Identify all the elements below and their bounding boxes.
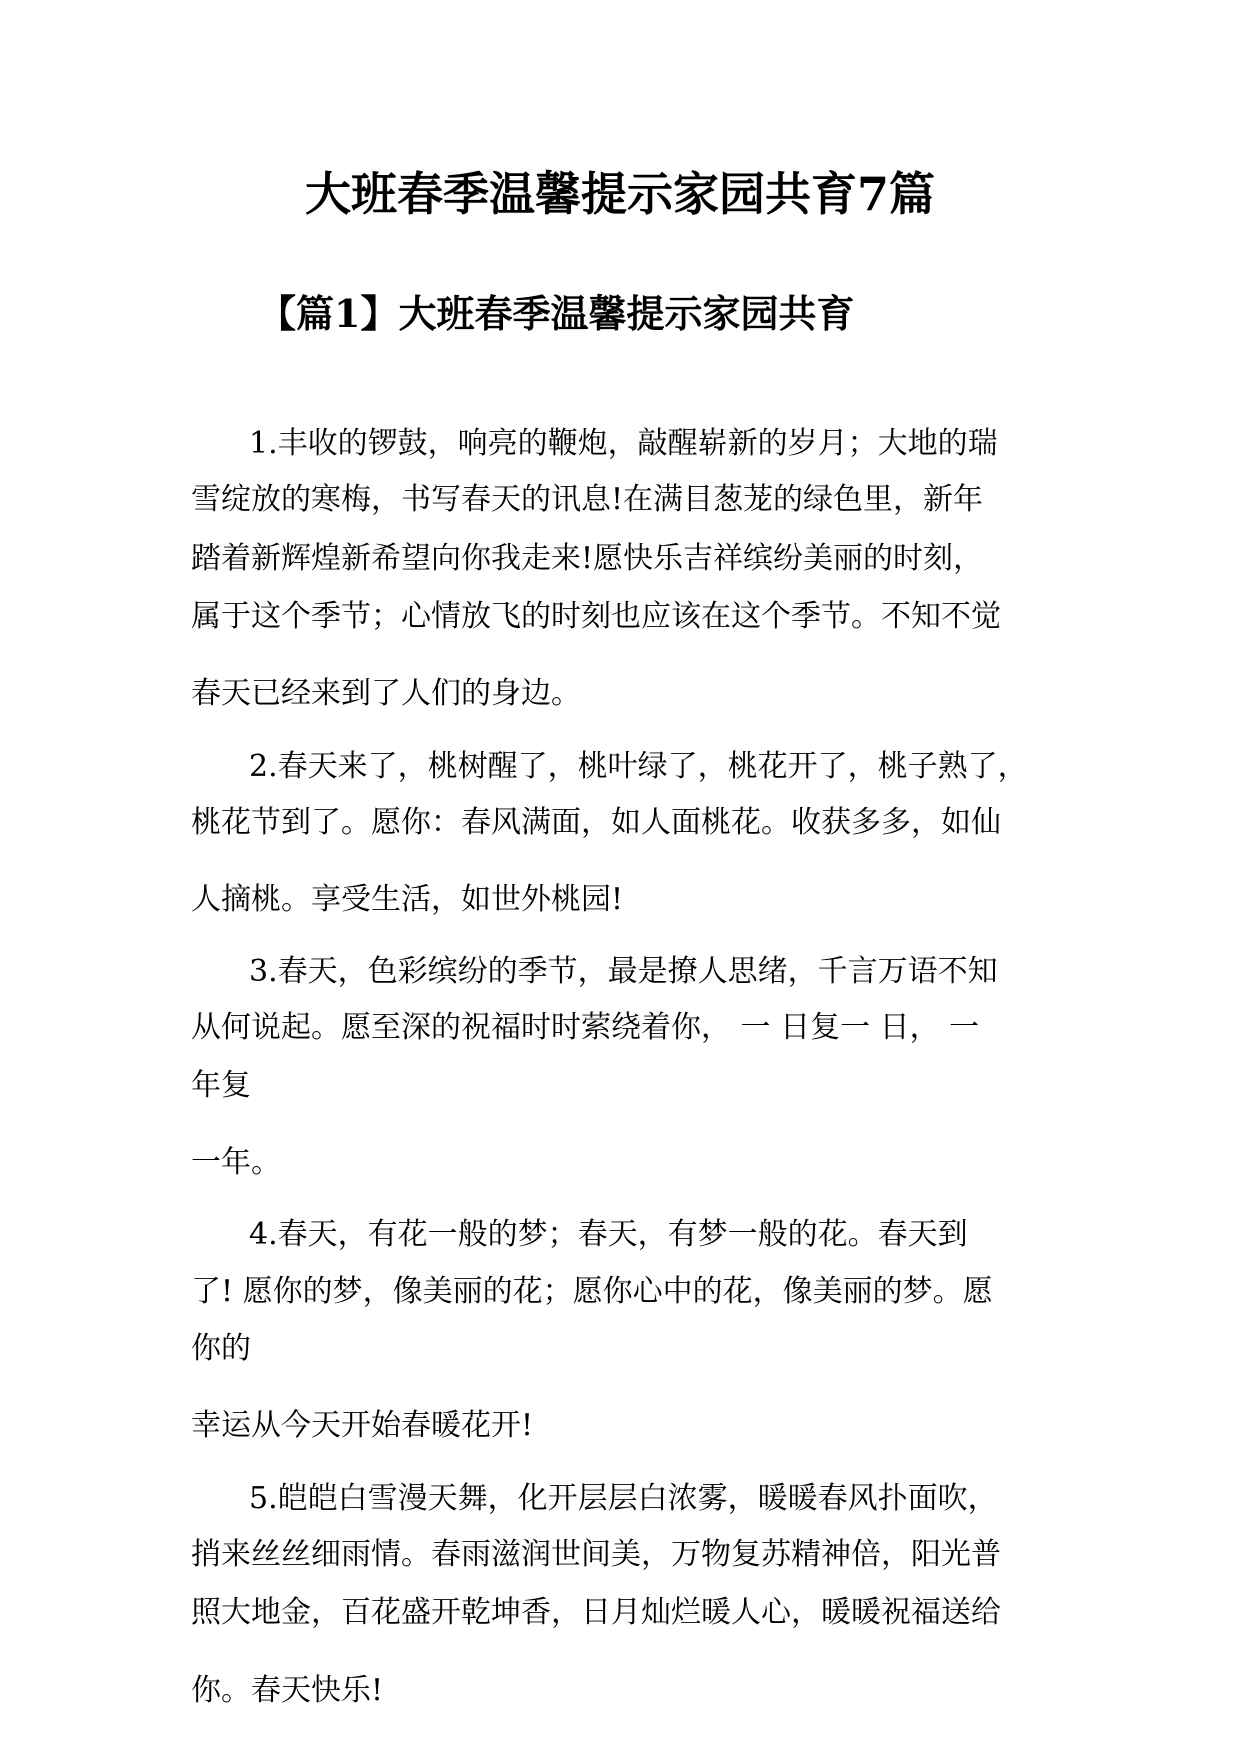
paragraph-line: 你。春天快乐!	[191, 1673, 384, 1708]
paragraph-line: 从何说起。愿至深的祝福时时萦绕着你， 一 日复一 日， 一	[191, 1010, 980, 1045]
paragraph-line: 3.春天，色彩缤纷的季节，最是撩人思绪，千言万语不知	[249, 954, 998, 989]
paragraph-line: 了! 愿你的梦，像美丽的花；愿你心中的花，像美丽的梦。愿	[191, 1274, 993, 1309]
paragraph-line: 雪绽放的寒梅，书写春天的讯息!在满目葱茏的绿色里，新年	[191, 482, 984, 517]
paragraph-line: 踏着新辉煌新希望向你我走来!愿快乐吉祥缤纷美丽的时刻，	[191, 541, 984, 576]
paragraph-line: 4.春天，有花一般的梦；春天，有梦一般的花。春天到	[249, 1217, 968, 1252]
paragraph-line: 年复	[191, 1068, 251, 1103]
paragraph-line: 1.丰收的锣鼓，响亮的鞭炮，敲醒崭新的岁月；大地的瑞	[249, 426, 998, 461]
paragraph-line: 你的	[191, 1331, 251, 1366]
paragraph-line: 一年。	[191, 1145, 281, 1180]
section-title: 【篇1】大班春季温馨提示家园共育	[258, 291, 855, 336]
paragraph-line: 捎来丝丝细雨情。春雨滋润世间美，万物复苏精神倍，阳光普	[191, 1537, 1001, 1572]
paragraph-line: 属于这个季节；心情放飞的时刻也应该在这个季节。不知不觉	[191, 599, 1001, 634]
paragraph-line: 春天已经来到了人们的身边。	[191, 676, 581, 711]
paragraph-line: 照大地金，百花盛开乾坤香，日月灿烂暖人心，暖暖祝福送给	[191, 1595, 1001, 1630]
paragraph-line: 2.春天来了，桃树醒了，桃叶绿了，桃花开了，桃子熟了，	[249, 749, 1028, 784]
paragraph-line: 桃花节到了。愿你：春风满面，如人面桃花。收获多多，如仙	[191, 805, 1001, 840]
paragraph-line: 幸运从今天开始春暖花开!	[191, 1408, 534, 1443]
document-title: 大班春季温馨提示家园共育7篇	[304, 167, 935, 221]
paragraph-line: 人摘桃。享受生活，如世外桃园!	[191, 882, 624, 917]
paragraph-line: 5.皑皑白雪漫天舞，化开层层白浓雾，暖暖春风扑面吹，	[249, 1481, 998, 1516]
